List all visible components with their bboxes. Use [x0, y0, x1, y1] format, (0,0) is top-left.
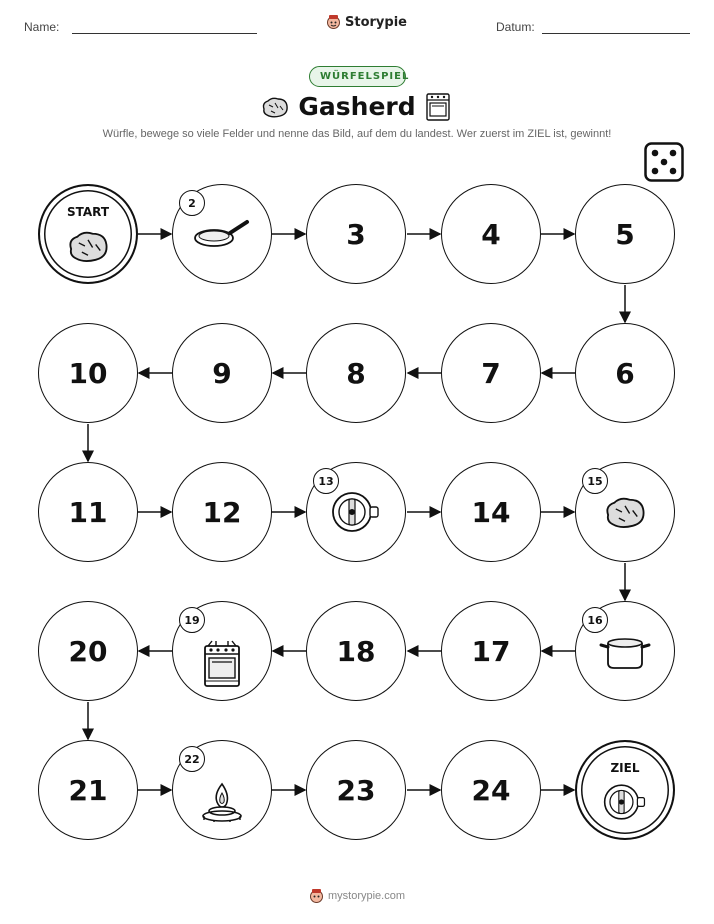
board-cell-9: [172, 323, 272, 423]
cell-number: 9: [212, 356, 232, 390]
cell-number-badge: 13: [313, 468, 339, 494]
stove-knob-icon: [330, 490, 382, 534]
board-cell-24: [441, 740, 541, 840]
cell-number: 20: [68, 634, 108, 668]
gas-rock-icon: [602, 493, 648, 531]
cell-number: 4: [481, 217, 501, 251]
board-cell-10: [38, 323, 138, 423]
goal-cell: [575, 740, 675, 840]
board-cell-3: [306, 184, 406, 284]
board-cell-4: [441, 184, 541, 284]
cell-number-badge: 19: [179, 607, 205, 633]
cell-number: 14: [471, 495, 511, 529]
storypie-mascot-icon: [309, 888, 324, 904]
board-cell-21: [38, 740, 138, 840]
cell-number: 7: [481, 356, 501, 390]
cell-number: 8: [346, 356, 366, 390]
gas-rock-icon: [65, 227, 111, 265]
cell-number: 12: [202, 495, 242, 529]
goal-label: ZIEL: [610, 761, 640, 775]
brand-name: Storypie: [345, 14, 407, 30]
footer: [309, 888, 405, 904]
pan-icon: [192, 217, 252, 251]
cell-number-badge: 2: [179, 190, 205, 216]
board-cell-12: [172, 462, 272, 562]
page-title: Gasherd: [298, 92, 416, 121]
gas-stove-icon: [202, 638, 242, 688]
cell-number: 5: [615, 217, 635, 251]
board-cell-18: [306, 601, 406, 701]
gas-burner-flame-icon: [200, 780, 244, 824]
board-cell-17: [441, 601, 541, 701]
board-cell-23: [306, 740, 406, 840]
stove-knob-icon: [602, 782, 648, 822]
board-cell-11: [38, 462, 138, 562]
game-type-badge: WÜRFELSPIEL: [309, 66, 406, 87]
cell-number: 3: [346, 217, 366, 251]
board-cell-6: [575, 323, 675, 423]
cell-number-badge: 16: [582, 607, 608, 633]
name-label: Name:: [24, 20, 60, 34]
board-cell-7: [441, 323, 541, 423]
cell-number: 10: [68, 356, 108, 390]
start-cell: [38, 184, 138, 284]
instructions: Würfle, bewege so viele Felder und nenne das Bild, auf dem du landest. Wer zuerst im ZIEL ist, gewinnt!: [102, 128, 612, 140]
start-label: START: [66, 205, 110, 219]
board-cell-20: [38, 601, 138, 701]
pot-icon: [598, 631, 652, 671]
footer-site[interactable]: mystorypie.com: [328, 890, 406, 902]
cell-number: 17: [471, 634, 511, 668]
cell-number-badge: 15: [582, 468, 608, 494]
board-cell-14: [441, 462, 541, 562]
board-cell-5: [575, 184, 675, 284]
cell-number: 6: [615, 356, 635, 390]
cell-number: 18: [336, 634, 376, 668]
cell-number: 24: [471, 773, 511, 807]
cell-number: 11: [68, 495, 108, 529]
board-cell-8: [306, 323, 406, 423]
date-label: Datum:: [496, 20, 535, 34]
cell-number-badge: 22: [179, 746, 205, 772]
cell-number: 23: [336, 773, 376, 807]
cell-number: 21: [68, 773, 108, 807]
